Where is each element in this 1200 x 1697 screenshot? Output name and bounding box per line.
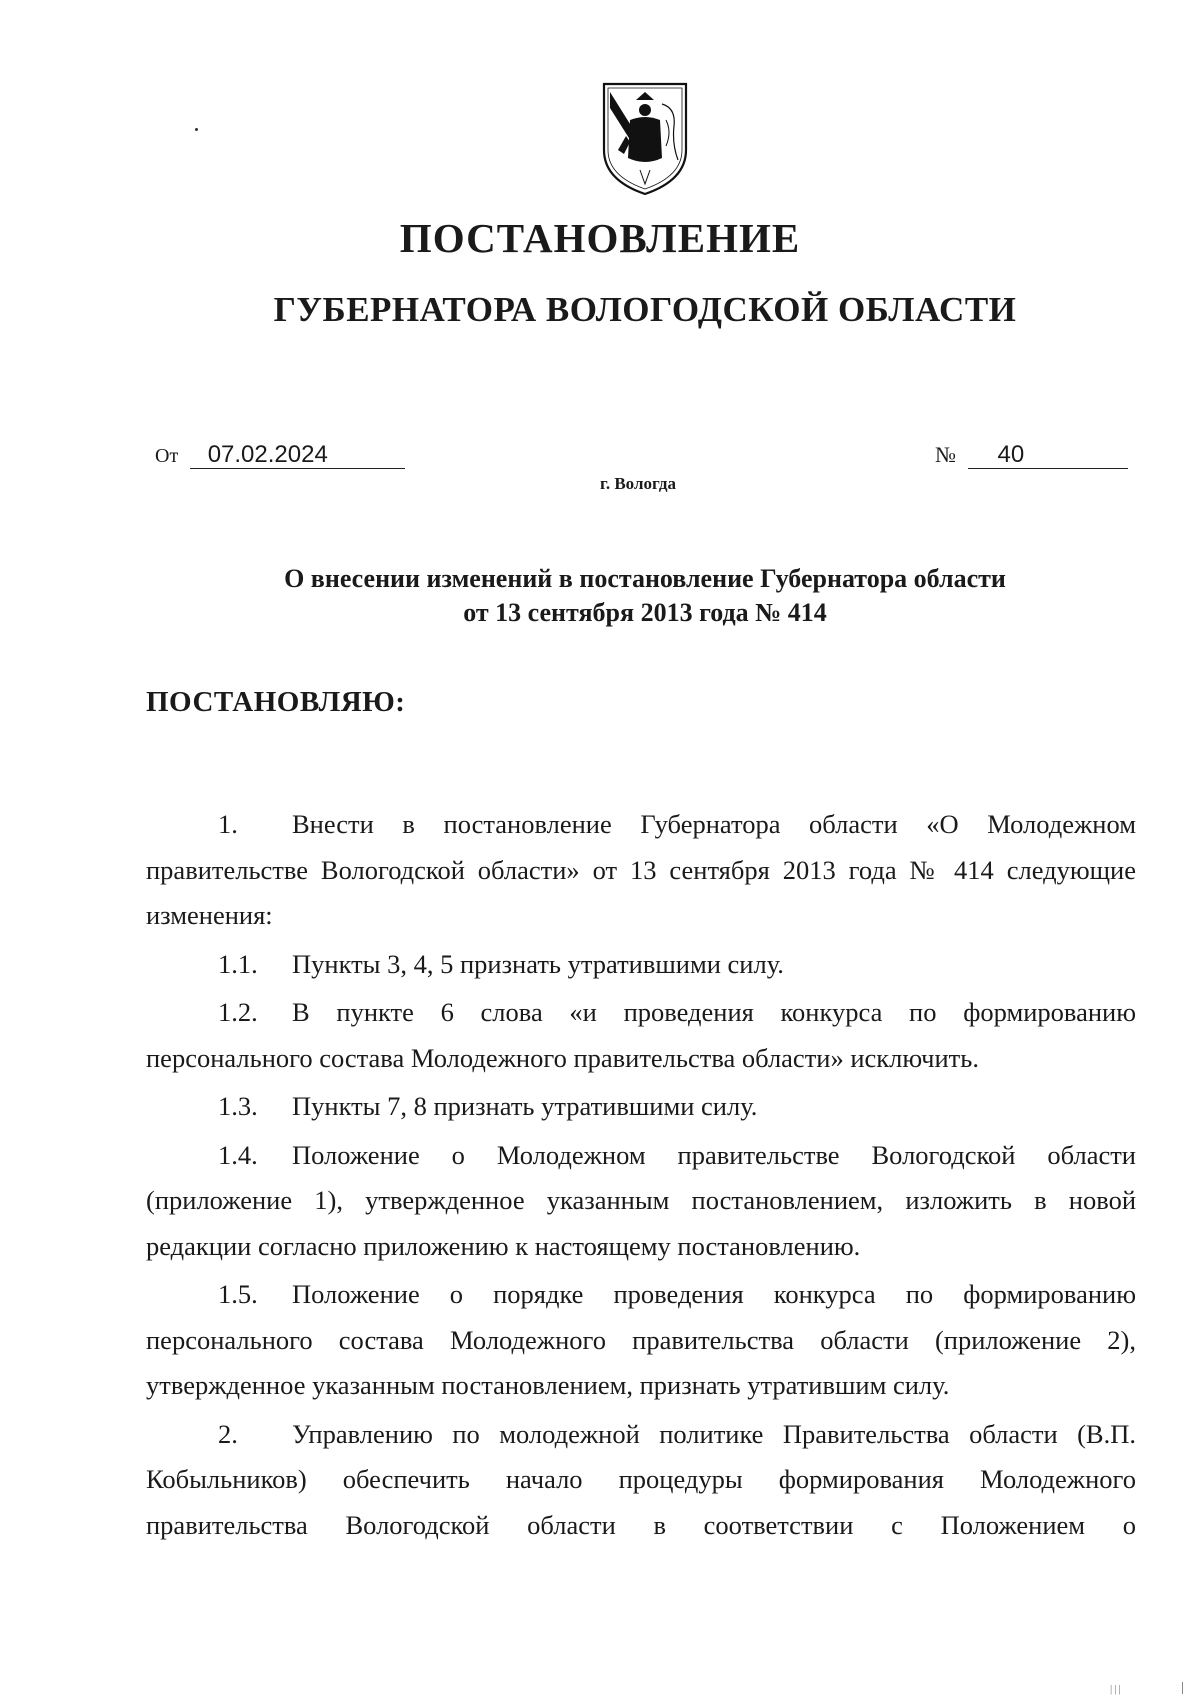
item-text: Пункты 7, 8 признать утратившими силу.	[292, 1091, 758, 1121]
coat-of-arms-icon	[600, 80, 690, 198]
item-number: 1.1.	[218, 948, 258, 979]
paragraph-item	[146, 1272, 1136, 1409]
item-number: 1.	[218, 809, 238, 839]
date-value: 07.02.2024	[190, 442, 405, 469]
subject-line-1: О внесении изменений в постановление Губернатора области	[284, 564, 1006, 593]
paragraph-item	[146, 990, 1136, 1081]
document-body	[146, 802, 1136, 1548]
item-text: В пункте 6 слова «и проведения конкурса по формированию персонального состава Молодежного правительства области» исключить.	[146, 997, 1136, 1073]
paragraph-item	[146, 1412, 1136, 1549]
item-text: Пункты 3, 4, 5 признать утратившими силу.	[292, 948, 784, 979]
decree-heading: ПОСТАНОВЛЯЮ:	[146, 686, 406, 718]
subject-line-2: от 13 сентября 2013 года № 414	[463, 598, 827, 627]
paragraph-item	[146, 1133, 1136, 1270]
paragraph-item	[146, 942, 1136, 988]
number-field	[935, 442, 1128, 469]
date-prefix: От	[155, 445, 179, 467]
scan-dot	[195, 128, 198, 131]
number-value: 40	[968, 442, 1128, 469]
paragraph-item	[146, 802, 1136, 939]
item-text: Внести в постановление Губернатора области «О Молодежном правительстве Вологодской области» от 13 сентября 2013 года № 414 следующие изменения:	[146, 809, 1136, 930]
document-type-title: ПОСТАНОВЛЕНИЕ	[399, 215, 801, 261]
scan-artifact-tick	[1182, 1682, 1183, 1694]
paragraph-item	[146, 1084, 1136, 1130]
issuer-title: ГУБЕРНАТОРА ВОЛОГОДСКОЙ ОБЛАСТИ	[273, 290, 1017, 329]
item-number: 1.5.	[218, 1279, 258, 1309]
item-number: 1.3.	[218, 1091, 258, 1121]
item-number: 1.4.	[218, 1139, 258, 1170]
city-label: г. Вологда	[600, 474, 676, 493]
scan-artifact: |||	[1110, 1683, 1123, 1695]
item-text: Положение о Молодежном правительстве Вологодской области (приложение 1), утвержденное указанным постановлением, изложить в новой редакции согласно приложению к настоящему постановлению.	[146, 1139, 1136, 1261]
item-number: 1.2.	[218, 997, 258, 1027]
item-text: Управлению по молодежной политике Правительства области (В.П. Кобыльников) обеспечить начало процедуры формирования Молодежного правительства Вологодской области в соответствии с Положением о	[146, 1418, 1136, 1540]
item-text: Положение о порядке проведения конкурса по формированию персонального состава Молодежного правительства области (приложение 2), утвержденное указанным постановлением, признать утратившим силу.	[146, 1279, 1136, 1400]
document-subject	[45, 562, 1200, 630]
number-prefix: №	[935, 442, 956, 467]
item-number: 2.	[218, 1418, 238, 1449]
date-field	[155, 442, 405, 469]
